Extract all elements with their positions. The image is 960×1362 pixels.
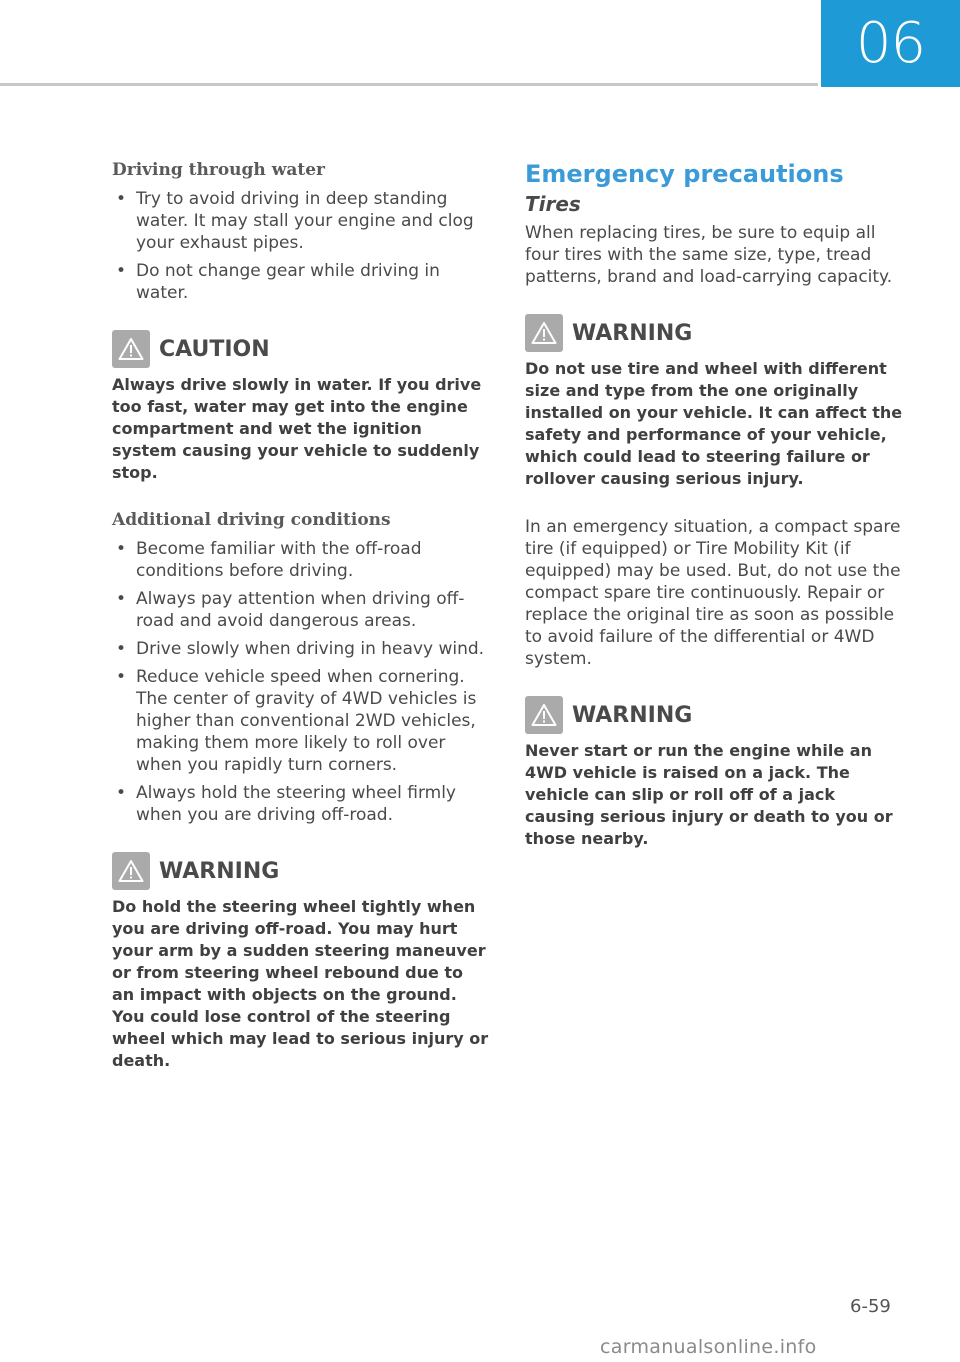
- caution-header: [112, 330, 490, 368]
- warning-triangle-icon: [112, 852, 150, 890]
- left-column: [112, 160, 490, 1072]
- warning-header: [112, 852, 490, 890]
- additional-heading: Additional driving conditions: [112, 510, 391, 530]
- list-item-text: Reduce vehicle speed when cornering. The center of gravity of 4WD vehicles is higher than conventional 2WD vehicles, making them more likely to roll over when you rapidly turn corners.: [136, 667, 477, 775]
- warning-label: WARNING: [572, 702, 693, 728]
- warning-header: [525, 314, 905, 352]
- right-column: [525, 160, 905, 850]
- warning-header: [525, 696, 905, 734]
- list-item: [112, 666, 490, 776]
- emergency-text: In an emergency situation, a compact spare tire (if equipped) or Tire Mobility Kit (if equipped) may be used. But, do not use the compact spare tire continuously. Repair or replace the original tire as soon as possible to avoid failure of the differential or 4WD system.: [525, 517, 901, 669]
- driving-water-list: [112, 188, 490, 304]
- warning-text: Do not use tire and wheel with different size and type from the one originally installed on your vehicle. It can affect the safety and performance of your vehicle, which could lead to steering failure or rollover causing serious injury.: [525, 359, 903, 488]
- additional-list: [112, 538, 490, 826]
- warning-label: WARNING: [159, 858, 280, 884]
- bullet-icon: •: [116, 783, 127, 803]
- bullet-icon: •: [116, 189, 127, 209]
- warning-label: WARNING: [572, 320, 693, 346]
- list-item-text: Always pay attention when driving off-road and avoid dangerous areas.: [136, 589, 465, 631]
- list-item: [112, 588, 490, 632]
- list-item-text: Try to avoid driving in deep standing water. It may stall your engine and clog your exhaust pipes.: [136, 189, 474, 253]
- list-item: [112, 188, 490, 254]
- warning-triangle-icon: [525, 314, 563, 352]
- watermark: carmanualsonline.info: [600, 1336, 817, 1358]
- list-item: [112, 638, 490, 660]
- list-item: [112, 782, 490, 826]
- caution-label: CAUTION: [159, 336, 270, 362]
- list-item-text: Do not change gear while driving in water.: [136, 261, 440, 303]
- list-item-text: Become familiar with the off-road conditions before driving.: [136, 539, 422, 581]
- warning-triangle-icon: [525, 696, 563, 734]
- bullet-icon: •: [116, 261, 127, 281]
- caution-text: Always drive slowly in water. If you drive too fast, water may get into the engine compartment and wet the ignition system causing your vehicle to suddenly stop.: [112, 375, 482, 482]
- list-item: [112, 538, 490, 582]
- bullet-icon: •: [116, 539, 127, 559]
- section-title: Emergency precautions: [525, 160, 844, 188]
- bullet-icon: •: [116, 589, 127, 609]
- list-item: [112, 260, 490, 304]
- warning-text: Never start or run the engine while an 4WD vehicle is raised on a jack. The vehicle can slip or roll off of a jack causing serious injury or death to you or those nearby.: [525, 741, 893, 848]
- bullet-icon: •: [116, 639, 127, 659]
- driving-water-heading: Driving through water: [112, 160, 325, 180]
- tires-text: When replacing tires, be sure to equip all four tires with the same size, type, tread patterns, brand and load-carrying capacity.: [525, 223, 893, 287]
- list-item-text: Drive slowly when driving in heavy wind.: [136, 639, 485, 659]
- list-item-text: Always hold the steering wheel firmly when you are driving off-road.: [136, 783, 456, 825]
- warning-text: Do hold the steering wheel tightly when you are driving off-road. You may hurt your arm by a sudden steering maneuver or from steering wheel rebound due to an impact with objects on the ground. You could lose control of the steering wheel which may lead to serious injury or death.: [112, 897, 489, 1070]
- warning-triangle-icon: [112, 330, 150, 368]
- header-rule: [0, 83, 818, 86]
- chapter-tab: 06: [821, 0, 960, 87]
- bullet-icon: •: [116, 667, 127, 687]
- tires-heading: Tires: [525, 192, 581, 216]
- page-number: 6-59: [850, 1296, 891, 1317]
